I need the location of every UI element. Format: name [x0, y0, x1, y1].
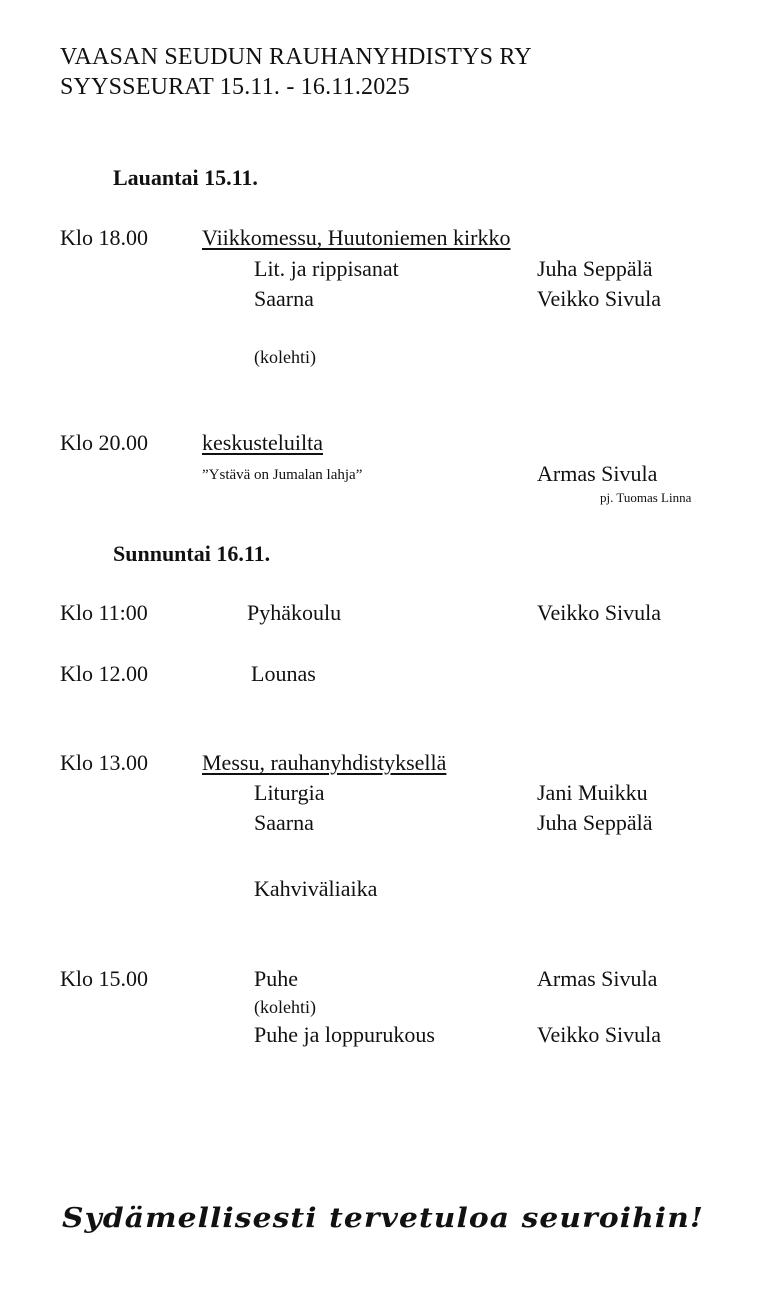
- event-time: Klo 12.00: [60, 661, 148, 686]
- event-time: Klo 11:00: [60, 600, 148, 625]
- program-item-person: Armas Sivula: [537, 461, 658, 486]
- collection-note: (kolehti): [254, 347, 316, 367]
- program-item-person: Veikko Sivula: [537, 286, 662, 311]
- event-title: Viikkomessu, Huutoniemen kirkko: [202, 225, 511, 250]
- event-title: Messu, rauhanyhdistyksellä: [202, 750, 447, 775]
- program-item-person: Armas Sivula: [537, 966, 658, 991]
- program-item-label: Puhe: [254, 966, 298, 991]
- discussion-topic: ”Ystävä on Jumalan lahja”: [202, 467, 363, 483]
- program-item-label: Saarna: [254, 810, 314, 835]
- event-time: Klo 20.00: [60, 430, 148, 455]
- program-item-person: Juha Seppälä: [537, 810, 653, 835]
- program-item-label: Pyhäkoulu: [247, 600, 342, 625]
- program-item-label: Puhe ja loppurukous: [254, 1022, 435, 1047]
- coffee-break: Kahviväliaika: [254, 876, 378, 901]
- program-item-person: Jani Muikku: [537, 780, 648, 805]
- collection-note: (kolehti): [254, 997, 316, 1017]
- chairperson-note: pj. Tuomas Linna: [600, 490, 692, 505]
- program-item-person: Veikko Sivula: [537, 1022, 662, 1047]
- event-time: Klo 13.00: [60, 750, 148, 775]
- program-item-label: Liturgia: [254, 780, 325, 805]
- program-item-label: Lit. ja rippisanat: [254, 256, 399, 281]
- program-item-label: Lounas: [251, 661, 316, 686]
- document-subtitle: SYYSSEURAT 15.11. - 16.11.2025: [60, 74, 410, 100]
- program-item-person: Juha Seppälä: [537, 256, 653, 281]
- event-title: keskusteluilta: [202, 430, 323, 455]
- day-heading-saturday: Lauantai 15.11.: [113, 165, 258, 190]
- event-time: Klo 15.00: [60, 966, 148, 991]
- document-title: VAASAN SEUDUN RAUHANYHDISTYS RY: [60, 44, 532, 70]
- program-item-label: Saarna: [254, 286, 314, 311]
- event-time: Klo 18.00: [60, 225, 148, 250]
- program-item-person: Veikko Sivula: [537, 600, 662, 625]
- day-heading-sunday: Sunnuntai 16.11.: [113, 541, 271, 566]
- closing-greeting: Sydämellisesti tervetuloa seuroihin!: [62, 1203, 705, 1234]
